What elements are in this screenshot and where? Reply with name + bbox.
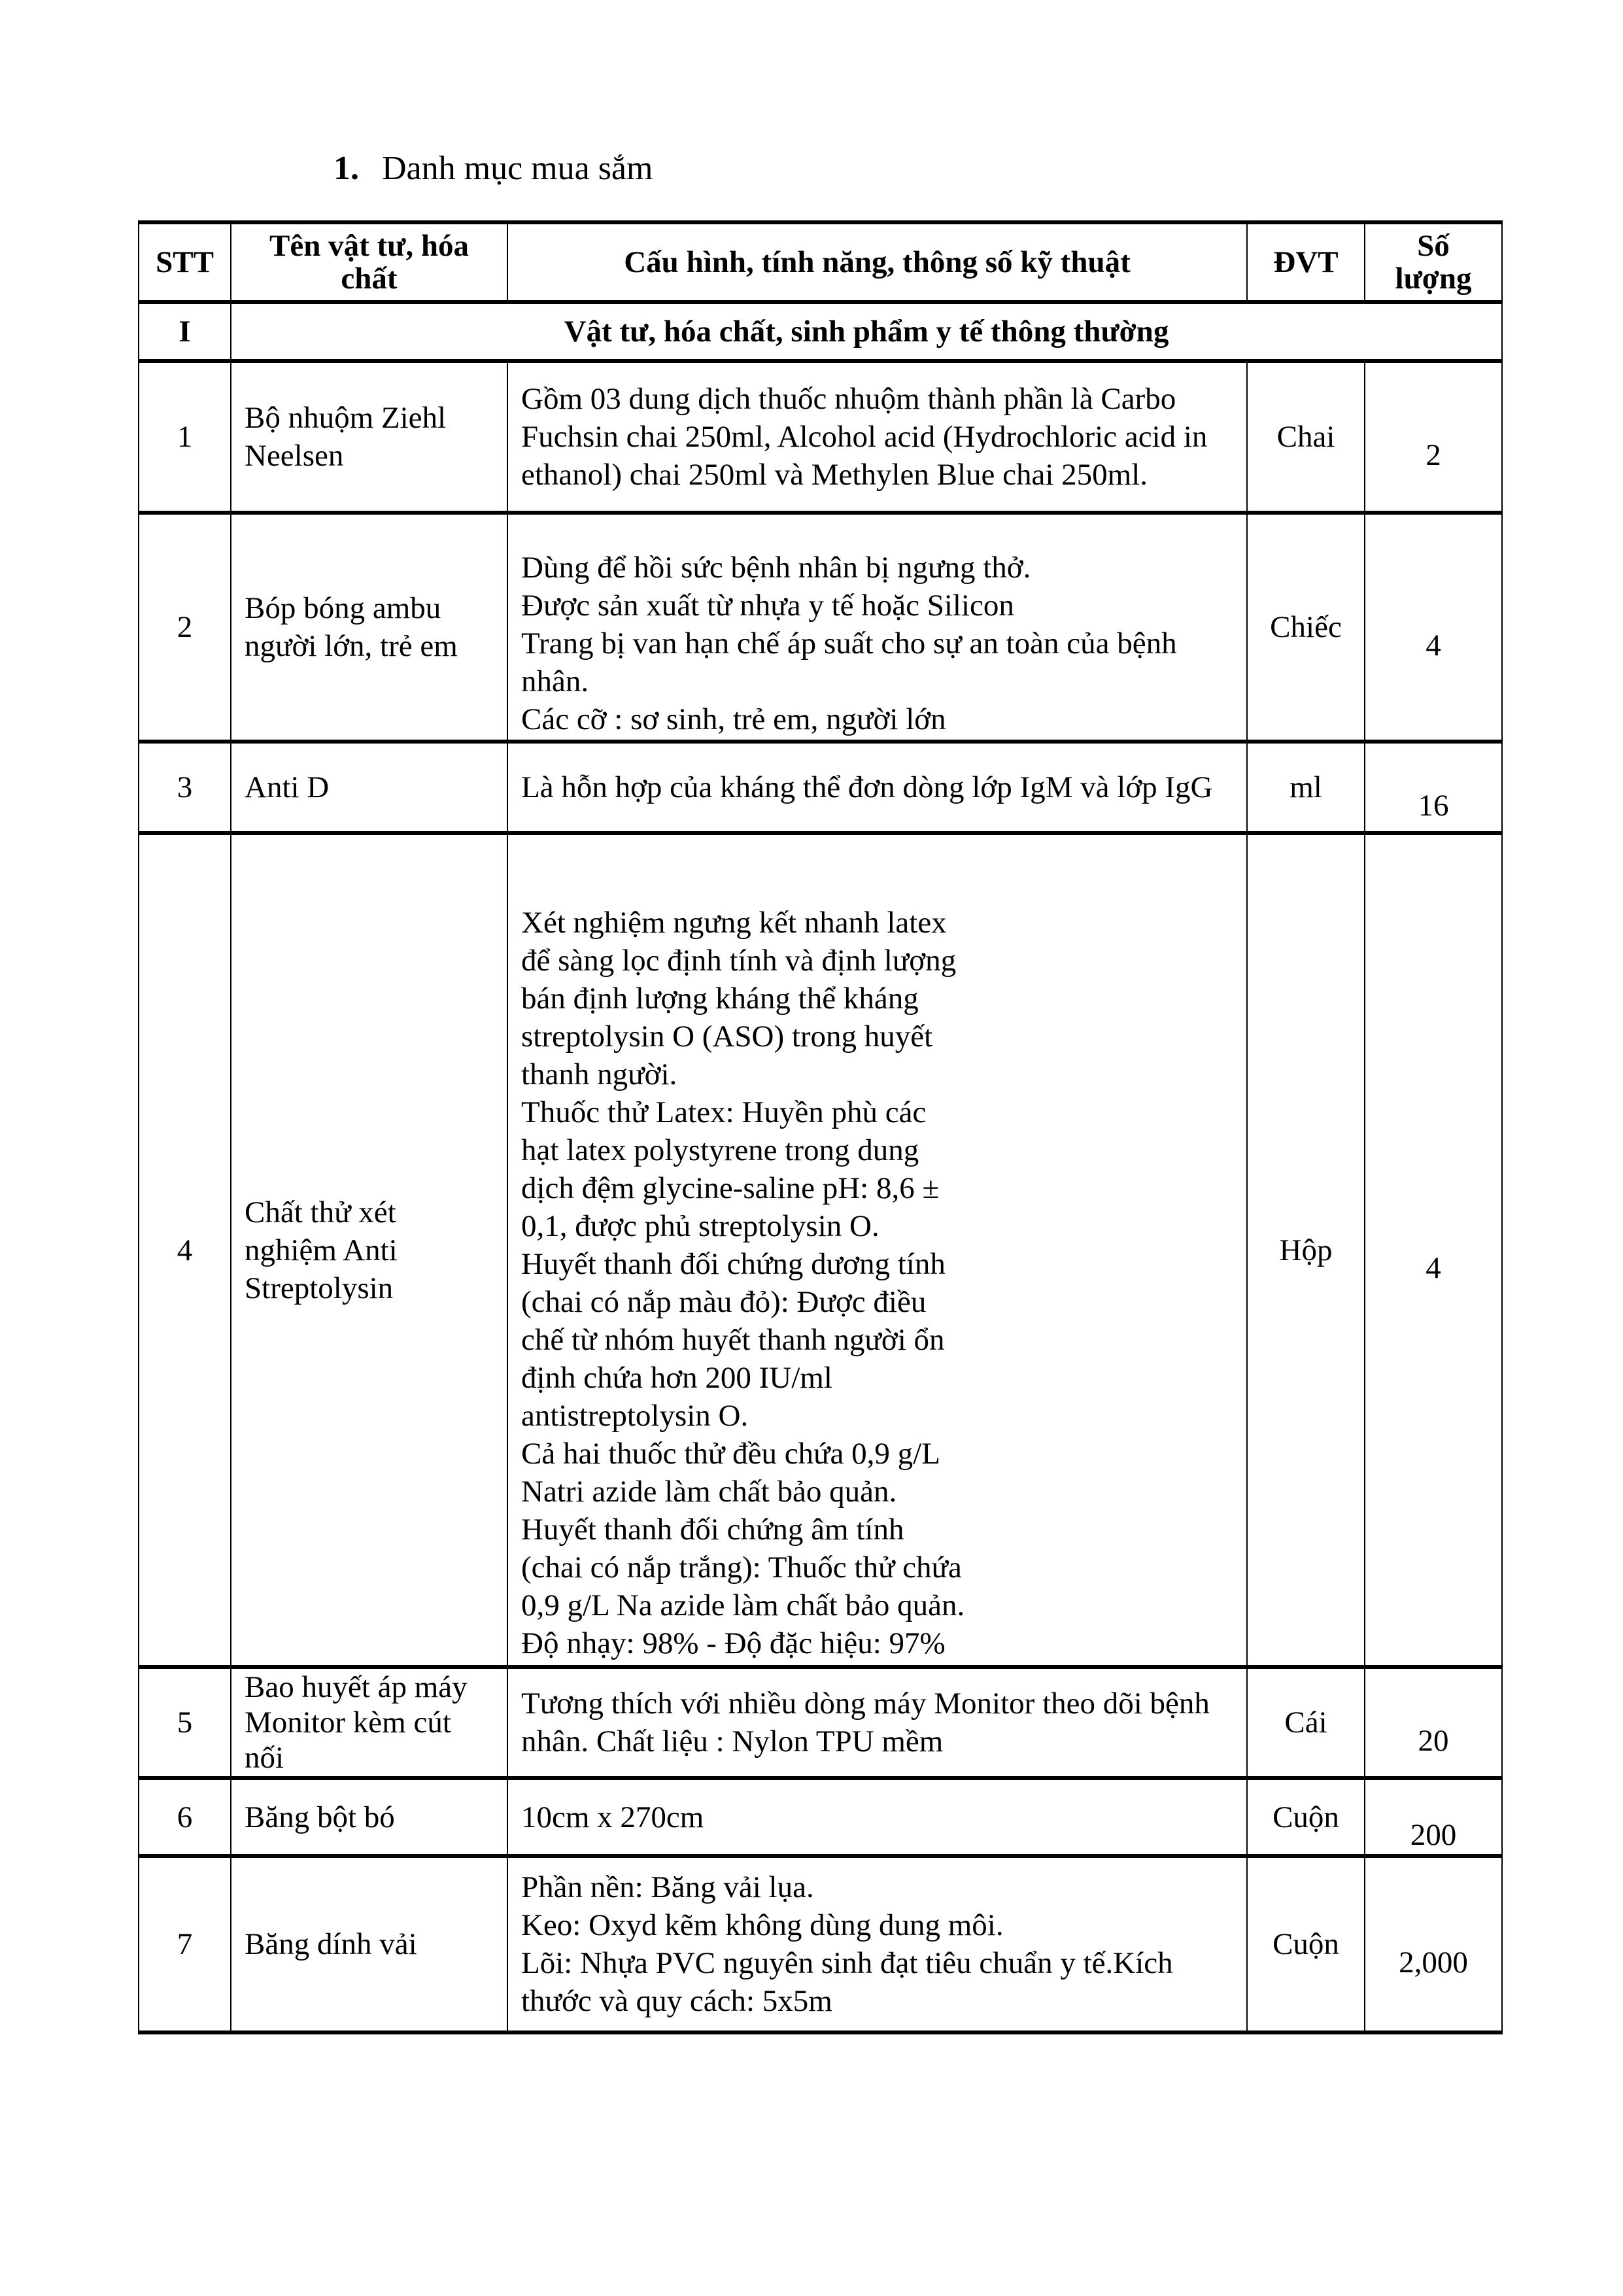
row-unit: Hộp	[1247, 833, 1365, 1667]
row-stt: 7	[139, 1856, 231, 2032]
row-name: Chất thử xét nghiệm Anti Streptolysin	[231, 833, 507, 1667]
table-row	[139, 742, 1502, 833]
row-spec: Phần nền: Băng vải lụa. Keo: Oxyd kẽm không dùng dung môi. Lõi: Nhựa PVC nguyên sinh đạt tiêu chuẩn y tế.Kích thước và quy cách: 5x5m	[507, 1856, 1247, 2032]
row-spec: Gồm 03 dung dịch thuốc nhuộm thành phần là Carbo Fuchsin chai 250ml, Alcohol acid (Hydrochloric acid in ethanol) chai 250ml và Methylen Blue chai 250ml.	[507, 361, 1247, 513]
table-row	[139, 513, 1502, 742]
table-row	[139, 1667, 1502, 1778]
section-roman: I	[139, 302, 231, 361]
row-qty: 2,000	[1365, 1856, 1502, 2032]
row-name: Anti D	[231, 742, 507, 833]
header-name: Tên vật tư, hóa chất	[231, 222, 507, 302]
row-spec: 10cm x 270cm	[507, 1778, 1247, 1856]
row-name: Băng bột bó	[231, 1778, 507, 1856]
row-spec: Là hỗn hợp của kháng thể đơn dòng lớp IgM và lớp IgG	[507, 742, 1247, 833]
row-qty: 2	[1365, 361, 1502, 513]
table-row	[139, 361, 1502, 513]
row-unit: Cái	[1247, 1667, 1365, 1778]
row-qty: 4	[1365, 513, 1502, 742]
row-stt: 3	[139, 742, 231, 833]
heading-title: Danh mục mua sắm	[382, 150, 653, 187]
row-name: Băng dính vải	[231, 1856, 507, 2032]
row-unit: Cuộn	[1247, 1778, 1365, 1856]
row-name: Bộ nhuộm Ziehl Neelsen	[231, 361, 507, 513]
row-spec: Tương thích với nhiều dòng máy Monitor theo dõi bệnh nhân. Chất liệu : Nylon TPU mềm	[507, 1667, 1247, 1778]
table-row	[139, 833, 1502, 1667]
row-spec: Xét nghiệm ngưng kết nhanh latex để sàng lọc định tính và định lượng bán định lượng kháng thể kháng streptolysin O (ASO) trong huyết thanh người. Thuốc thử Latex: Huyền phù các hạt latex polystyrene trong dung dịch đệm glycine-saline pH: 8,6 ± 0,1, được phủ streptolysin O. Huyết thanh đối chứng dương tính (chai có nắp màu đỏ): Được điều chế từ nhóm huyết thanh người ổn định chứa hơn 200 IU/ml antistreptolysin O. Cả hai thuốc thử đều chứa 0,9 g/L Natri azide làm chất bảo quản. Huyết thanh đối chứng âm tính (chai có nắp trắng): Thuốc thử chứa 0,9 g/L Na azide làm chất bảo quản. Độ nhạy: 98% - Độ đặc hiệu: 97%	[507, 833, 1247, 1667]
header-stt: STT	[139, 222, 231, 302]
row-qty: 4	[1365, 833, 1502, 1667]
row-stt: 2	[139, 513, 231, 742]
heading-number: 1.	[333, 150, 359, 187]
table-row	[139, 1778, 1502, 1856]
row-qty: 16	[1365, 742, 1502, 833]
table-header-row	[139, 222, 1502, 302]
procurement-table	[138, 220, 1503, 2034]
table-row	[139, 1856, 1502, 2032]
row-name: Bao huyết áp máy Monitor kèm cút nối	[231, 1667, 507, 1778]
header-qty: Số lượng	[1365, 222, 1502, 302]
row-unit: Chiếc	[1247, 513, 1365, 742]
row-stt: 5	[139, 1667, 231, 1778]
header-unit: ĐVT	[1247, 222, 1365, 302]
row-stt: 1	[139, 361, 231, 513]
section-heading	[333, 152, 653, 186]
row-unit: Cuộn	[1247, 1856, 1365, 2032]
section-row	[139, 302, 1502, 361]
section-title: Vật tư, hóa chất, sinh phẩm y tế thông thường	[231, 302, 1502, 361]
header-spec: Cấu hình, tính năng, thông số kỹ thuật	[507, 222, 1247, 302]
row-name: Bóp bóng ambu người lớn, trẻ em	[231, 513, 507, 742]
row-qty: 20	[1365, 1667, 1502, 1778]
row-qty: 200	[1365, 1778, 1502, 1856]
row-unit: ml	[1247, 742, 1365, 833]
row-stt: 6	[139, 1778, 231, 1856]
row-spec: Dùng để hồi sức bệnh nhân bị ngưng thở. Được sản xuất từ nhựa y tế hoặc Silicon Trang bị van hạn chế áp suất cho sự an toàn của bệnh nhân. Các cỡ : sơ sinh, trẻ em, người lớn	[507, 513, 1247, 742]
row-stt: 4	[139, 833, 231, 1667]
row-unit: Chai	[1247, 361, 1365, 513]
